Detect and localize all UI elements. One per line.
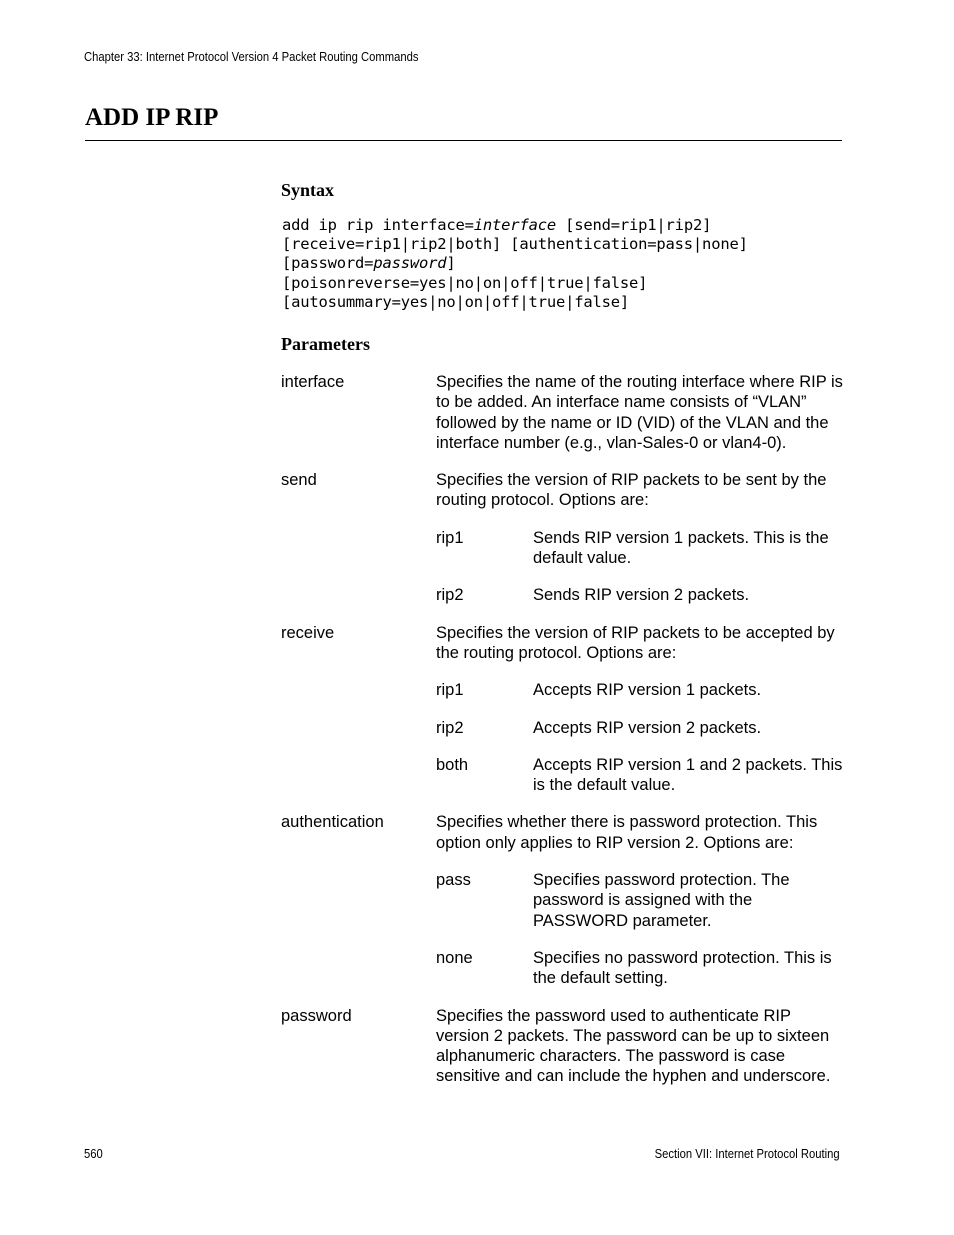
parameter-name: send	[281, 471, 317, 490]
syntax-line	[282, 254, 748, 273]
option-description: Accepts RIP version 1 packets.	[533, 681, 762, 700]
option-name: rip2	[436, 586, 464, 605]
parameter-row	[281, 812, 843, 988]
syntax-heading: Syntax	[281, 180, 335, 200]
option-description: Specifies no password protection. This is the default setting.	[533, 948, 832, 988]
option-name: pass	[436, 871, 471, 890]
option-list	[436, 680, 843, 795]
option-description: Specifies password protection. The password is assigned with the PASSWORD parameter.	[533, 871, 790, 930]
parameter-row	[281, 623, 843, 796]
syntax-text: add ip rip interface=	[282, 216, 474, 234]
parameter-description: Specifies the name of the routing interface where RIP is to be added. An interface name consists of “VLAN” followed by the name or ID (VID) of the VLAN and the interface number (e.g., vlan-Sales-0 or vlan4-0).	[436, 373, 843, 452]
parameter-description: Specifies the password used to authenticate RIP version 2 packets. The password can be up to sixteen alphanumeric characters. The password is case sensitive and can include the hyphen and underscore.	[436, 1006, 831, 1086]
syntax-text: [receive=rip1|rip2|both] [authentication=pass|none]	[282, 235, 748, 254]
parameter-body	[436, 1006, 843, 1087]
parameter-row	[281, 372, 843, 453]
syntax-text: [send=rip1|rip2]	[555, 216, 712, 234]
option-description: Accepts RIP version 2 packets.	[533, 718, 762, 737]
page-number: 560	[84, 1147, 103, 1161]
parameter-name: password	[281, 1006, 352, 1025]
page-title: ADD IP RIP	[85, 104, 219, 131]
parameter-row	[281, 470, 843, 605]
parameters-list	[281, 372, 843, 1104]
option-row	[436, 528, 843, 569]
option-name: rip1	[436, 681, 464, 700]
option-row	[436, 585, 843, 605]
page-header: Chapter 33: Internet Protocol Version 4 Packet Routing Commands	[84, 50, 419, 64]
option-description: Sends RIP version 1 packets. This is the default value.	[533, 528, 829, 568]
parameters-heading: Parameters	[281, 334, 370, 354]
option-row	[436, 870, 843, 931]
syntax-text: [autosummary=yes|no|on|off|true|false]	[282, 292, 630, 311]
option-row	[436, 755, 843, 796]
parameter-row	[281, 1006, 843, 1087]
parameter-name: interface	[281, 373, 345, 391]
parameter-body	[436, 470, 843, 605]
parameter-name: authentication	[281, 813, 384, 832]
syntax-text: ]	[446, 254, 456, 273]
option-list	[436, 870, 843, 988]
syntax-text: [password=	[282, 254, 374, 273]
syntax-line	[282, 235, 748, 254]
option-description: Accepts RIP version 1 and 2 packets. This is the default value.	[533, 755, 843, 795]
parameter-description: Specifies the version of RIP packets to be sent by the routing protocol. Options are:	[436, 471, 827, 510]
parameter-description: Specifies whether there is password protection. This option only applies to RIP version 2. Options are:	[436, 813, 818, 852]
syntax-line	[282, 216, 748, 235]
syntax-placeholder: password	[373, 254, 447, 273]
parameter-body	[436, 623, 843, 796]
syntax-text: [poisonreverse=yes|no|on|off|true|false]	[282, 273, 648, 292]
option-name: rip1	[436, 528, 464, 547]
title-rule	[85, 140, 842, 141]
parameter-name: receive	[281, 623, 335, 642]
option-name: none	[436, 948, 473, 967]
syntax-placeholder: interface	[473, 216, 556, 234]
option-list	[436, 528, 843, 606]
option-name: rip2	[436, 718, 464, 737]
syntax-block	[282, 216, 748, 312]
syntax-line	[282, 274, 748, 293]
parameter-body	[436, 812, 843, 988]
option-row	[436, 718, 843, 738]
option-description: Sends RIP version 2 packets.	[533, 586, 750, 605]
option-name: both	[436, 755, 469, 774]
parameter-body	[436, 372, 843, 453]
section-label: Section VII: Internet Protocol Routing	[654, 1147, 840, 1161]
syntax-line	[282, 293, 748, 312]
option-row	[436, 948, 843, 989]
option-row	[436, 680, 843, 700]
parameter-description: Specifies the version of RIP packets to be accepted by the routing protocol. Options are:	[436, 623, 835, 662]
